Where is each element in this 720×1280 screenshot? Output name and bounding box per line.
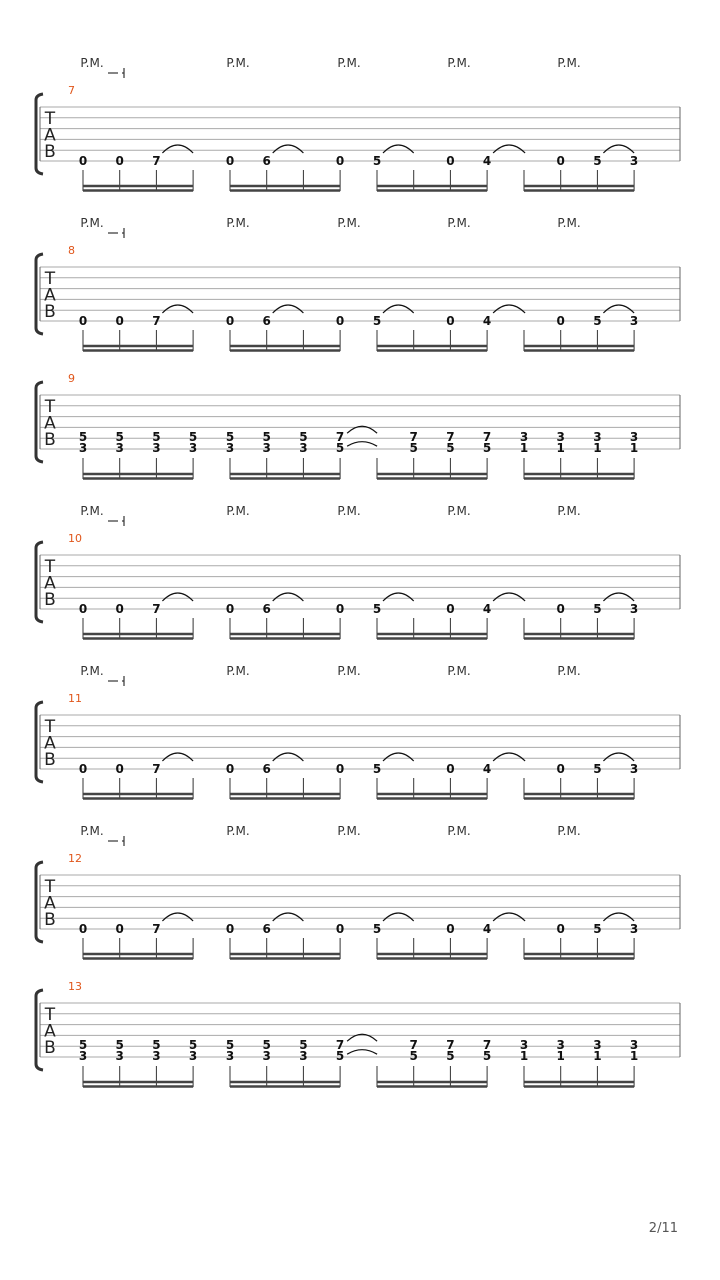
fret-number: 5 (372, 922, 382, 936)
fret-number: 5 (152, 430, 161, 445)
tie-arc (383, 305, 414, 313)
fret-number: 0 (556, 762, 565, 776)
fret-number: 5 (335, 1049, 345, 1063)
palm-mute-label: P.M. (337, 56, 361, 70)
fret-number: 7 (335, 430, 345, 445)
tie-arc (162, 753, 193, 761)
tie-arc (347, 442, 377, 447)
fret-number: 5 (593, 922, 602, 936)
fret-number: 5 (593, 602, 602, 616)
fret-number: 0 (225, 154, 235, 168)
fret-number: 0 (78, 154, 88, 168)
fret-number: 0 (446, 314, 455, 328)
fret-number: 3 (115, 1049, 124, 1063)
fret-number: 0 (78, 922, 88, 936)
palm-mute-label: P.M. (337, 504, 361, 518)
fret-number: 0 (225, 762, 235, 776)
fret-number: 0 (115, 762, 124, 776)
fret-number: 0 (335, 314, 345, 328)
fret-number: 3 (629, 430, 639, 445)
palm-mute-label: P.M. (557, 56, 581, 70)
fret-number: 3 (629, 762, 639, 776)
measure-number: 8 (68, 244, 75, 257)
tab-system (36, 824, 680, 959)
fret-number: 1 (556, 441, 565, 455)
tie-arc (493, 145, 525, 153)
tie-arc (383, 753, 414, 761)
fret-number: 3 (593, 1038, 602, 1053)
fret-number: 7 (482, 1038, 492, 1053)
tie-arc (603, 305, 634, 313)
fret-number: 7 (409, 1038, 418, 1053)
fret-number: 7 (152, 154, 161, 168)
fret-number: 3 (556, 1038, 565, 1053)
palm-mute-label: P.M. (80, 56, 104, 70)
fret-number: 0 (335, 762, 345, 776)
fret-number: 3 (629, 314, 639, 328)
tab-system (36, 980, 680, 1087)
fret-number: 3 (188, 441, 198, 455)
fret-number: 3 (299, 1049, 308, 1063)
fret-number: 5 (225, 1038, 235, 1053)
tab-clef-letter: A (44, 893, 56, 914)
fret-number: 6 (262, 154, 271, 168)
tie-arc (347, 1050, 377, 1055)
fret-number: 4 (482, 154, 492, 168)
tab-clef-letter: T (44, 877, 56, 897)
measure-number: 10 (68, 532, 82, 545)
fret-number: 5 (593, 154, 602, 168)
fret-number: 3 (152, 1049, 161, 1063)
fret-number: 3 (629, 154, 639, 168)
fret-number: 4 (482, 602, 492, 616)
fret-number: 1 (556, 1049, 565, 1063)
page-number: 2/11 (648, 1221, 678, 1236)
tie-arc (273, 305, 304, 313)
palm-mute-label: P.M. (226, 664, 250, 678)
fret-number: 5 (335, 441, 345, 455)
fret-number: 0 (78, 762, 88, 776)
palm-mute-label: P.M. (447, 56, 471, 70)
fret-number: 3 (629, 1038, 639, 1053)
fret-number: 5 (482, 441, 492, 455)
tab-clef-letter: A (44, 413, 56, 434)
tie-arc (162, 913, 193, 921)
fret-number: 0 (446, 762, 455, 776)
fret-number: 1 (593, 441, 602, 455)
fret-number: 7 (446, 430, 455, 445)
fret-number: 0 (225, 602, 235, 616)
fret-number: 3 (152, 441, 161, 455)
tab-system (36, 372, 680, 479)
tie-arc (273, 593, 304, 601)
palm-mute-label: P.M. (447, 664, 471, 678)
palm-mute-label: P.M. (226, 504, 250, 518)
palm-mute-label: P.M. (447, 504, 471, 518)
tab-system (36, 56, 680, 191)
tie-arc (273, 145, 304, 153)
fret-number: 0 (115, 922, 124, 936)
fret-number: 3 (629, 922, 639, 936)
tab-clef-letter: T (44, 557, 56, 577)
fret-number: 5 (593, 314, 602, 328)
tab-system (36, 664, 680, 799)
fret-number: 5 (225, 430, 235, 445)
tie-arc (162, 593, 193, 601)
palm-mute-label: P.M. (226, 216, 250, 230)
palm-mute-label: P.M. (226, 824, 250, 838)
fret-number: 5 (262, 430, 271, 445)
fret-number: 3 (519, 430, 529, 445)
fret-number: 5 (593, 762, 602, 776)
fret-number: 0 (556, 314, 565, 328)
tie-arc (383, 593, 414, 601)
palm-mute-label: P.M. (337, 216, 361, 230)
fret-number: 3 (262, 441, 271, 455)
tab-clef-letter: T (44, 269, 56, 289)
fret-number: 5 (115, 1038, 124, 1053)
fret-number: 0 (446, 602, 455, 616)
fret-number: 4 (482, 314, 492, 328)
fret-number: 0 (556, 922, 565, 936)
palm-mute-label: P.M. (80, 824, 104, 838)
fret-number: 0 (556, 154, 565, 168)
tie-arc (273, 753, 304, 761)
fret-number: 3 (225, 1049, 235, 1063)
fret-number: 5 (78, 430, 88, 445)
tab-clef-letter: T (44, 1005, 56, 1025)
fret-number: 7 (152, 922, 161, 936)
fret-number: 5 (409, 1049, 418, 1063)
tie-arc (383, 145, 414, 153)
tab-clef-letter: B (44, 910, 56, 930)
tab-system (36, 216, 680, 351)
fret-number: 1 (519, 441, 529, 455)
fret-number: 0 (556, 602, 565, 616)
fret-number: 7 (152, 762, 161, 776)
fret-number: 0 (78, 314, 88, 328)
tab-clef-letter: T (44, 717, 56, 737)
fret-number: 3 (78, 441, 88, 455)
tab-clef-letter: A (44, 1021, 56, 1042)
tie-arc (162, 145, 193, 153)
palm-mute-label: P.M. (447, 824, 471, 838)
fret-number: 0 (335, 922, 345, 936)
fret-number: 5 (482, 1049, 492, 1063)
fret-number: 0 (335, 602, 345, 616)
fret-number: 0 (115, 602, 124, 616)
tab-clef-letter: A (44, 733, 56, 754)
fret-number: 0 (78, 602, 88, 616)
tab-clef-letter: B (44, 142, 56, 162)
measure-number: 12 (68, 852, 82, 865)
fret-number: 5 (115, 430, 124, 445)
fret-number: 5 (372, 762, 382, 776)
tab-clef-letter: A (44, 125, 56, 146)
fret-number: 3 (225, 441, 235, 455)
tab-system (36, 504, 680, 639)
fret-number: 5 (372, 154, 382, 168)
fret-number: 0 (115, 314, 124, 328)
fret-number: 3 (556, 430, 565, 445)
fret-number: 7 (446, 1038, 455, 1053)
palm-mute-label: P.M. (80, 664, 104, 678)
measure-number: 7 (68, 84, 75, 97)
fret-number: 3 (188, 1049, 198, 1063)
tab-clef-letter: A (44, 285, 56, 306)
tie-arc (603, 753, 634, 761)
fret-number: 0 (446, 154, 455, 168)
fret-number: 3 (115, 441, 124, 455)
tab-clef-letter: B (44, 750, 56, 770)
tab-clef-letter: T (44, 397, 56, 417)
palm-mute-label: P.M. (557, 824, 581, 838)
fret-number: 5 (188, 430, 198, 445)
fret-number: 3 (262, 1049, 271, 1063)
fret-number: 6 (262, 922, 271, 936)
palm-mute-label: P.M. (557, 504, 581, 518)
tie-arc (603, 593, 634, 601)
tie-arc (493, 305, 525, 313)
measure-number: 13 (68, 980, 82, 993)
fret-number: 3 (519, 1038, 529, 1053)
fret-number: 5 (78, 1038, 88, 1053)
measure-number: 9 (68, 372, 75, 385)
palm-mute-label: P.M. (337, 824, 361, 838)
tab-clef-letter: B (44, 302, 56, 322)
fret-number: 0 (335, 154, 345, 168)
fret-number: 0 (115, 154, 124, 168)
fret-number: 5 (372, 602, 382, 616)
palm-mute-label: P.M. (557, 664, 581, 678)
palm-mute-label: P.M. (337, 664, 361, 678)
tie-arc (493, 753, 525, 761)
fret-number: 7 (335, 1038, 345, 1053)
fret-number: 1 (629, 1049, 639, 1063)
tab-clef-letter: B (44, 1038, 56, 1058)
fret-number: 5 (372, 314, 382, 328)
tie-arc (273, 913, 304, 921)
tie-arc (493, 593, 525, 601)
fret-number: 7 (409, 430, 418, 445)
tie-arc (603, 913, 634, 921)
tab-clef-letter: B (44, 590, 56, 610)
tab-clef-letter: A (44, 573, 56, 594)
fret-number: 5 (446, 441, 455, 455)
fret-number: 1 (593, 1049, 602, 1063)
fret-number: 5 (299, 430, 308, 445)
tie-arc (493, 913, 525, 921)
tab-clef-letter: B (44, 430, 56, 450)
fret-number: 5 (409, 441, 418, 455)
fret-number: 3 (593, 430, 602, 445)
fret-number: 7 (152, 314, 161, 328)
fret-number: 6 (262, 602, 271, 616)
fret-number: 6 (262, 762, 271, 776)
palm-mute-label: P.M. (226, 56, 250, 70)
fret-number: 3 (299, 441, 308, 455)
fret-number: 7 (152, 602, 161, 616)
fret-number: 4 (482, 762, 492, 776)
fret-number: 5 (446, 1049, 455, 1063)
palm-mute-label: P.M. (557, 216, 581, 230)
fret-number: 3 (629, 602, 639, 616)
fret-number: 3 (78, 1049, 88, 1063)
fret-number: 6 (262, 314, 271, 328)
fret-number: 0 (446, 922, 455, 936)
fret-number: 5 (152, 1038, 161, 1053)
tie-arc (383, 913, 414, 921)
fret-number: 1 (629, 441, 639, 455)
tie-arc (603, 145, 634, 153)
palm-mute-label: P.M. (447, 216, 471, 230)
fret-number: 5 (262, 1038, 271, 1053)
fret-number: 0 (225, 922, 235, 936)
palm-mute-label: P.M. (80, 216, 104, 230)
fret-number: 7 (482, 430, 492, 445)
tab-clef-letter: T (44, 109, 56, 129)
measure-number: 11 (68, 692, 82, 705)
tie-arc (162, 305, 193, 313)
fret-number: 5 (188, 1038, 198, 1053)
fret-number: 0 (225, 314, 235, 328)
fret-number: 5 (299, 1038, 308, 1053)
palm-mute-label: P.M. (80, 504, 104, 518)
fret-number: 1 (519, 1049, 529, 1063)
fret-number: 4 (482, 922, 492, 936)
